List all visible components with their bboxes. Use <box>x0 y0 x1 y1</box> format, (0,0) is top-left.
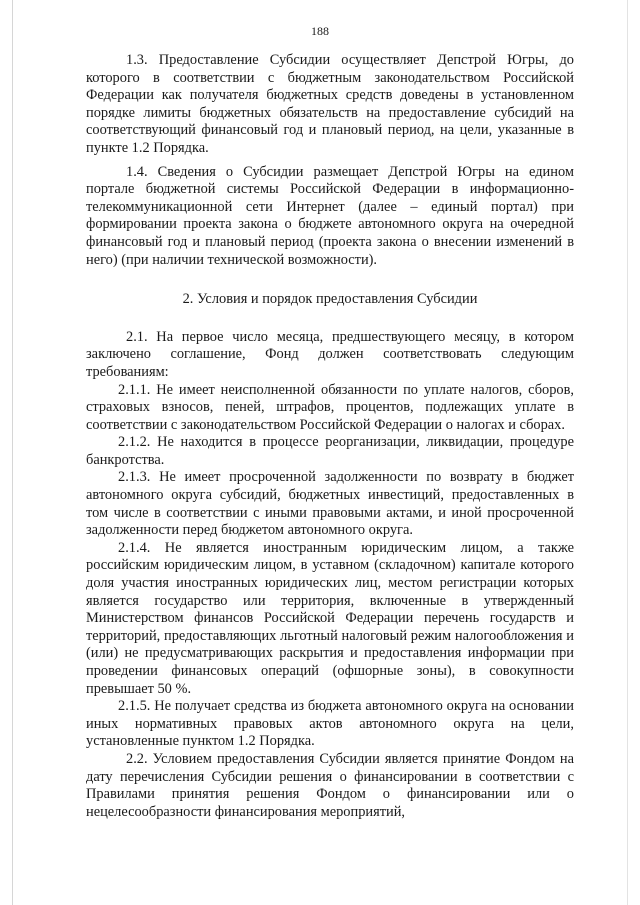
paragraph-2-2: 2.2. Условием предоставления Субсидии является принятие Фондом на дату перечисления Субсидии решения о финансировании в соответствии с Правилами принятия решения Фондом о финансировании или о нецелесообразности финансирования мероприятий, <box>86 750 574 820</box>
scan-edge-right <box>627 0 628 905</box>
paragraph-2-1-1: 2.1.1. Не имеет неисполненной обязанности по уплате налогов, сборов, страховых взносов, пеней, штрафов, процентов, подлежащих уплате в соответствии с законодательством Российской Федерации о налогах и сборах. <box>86 381 574 433</box>
paragraph-2-1-2: 2.1.2. Не находится в процессе реорганизации, ликвидации, процедуре банкротства. <box>86 434 574 468</box>
paragraph-1-4: 1.4. Сведения о Субсидии размещает Депстрой Югры на едином портале бюджетной системы Российской Федерации в информационно-телекоммуникационной сети Интернет (далее – единый портал) при формировании проекта закона о бюджете автономного округа на очередной финансовый год и плановый период (проекта закона о внесении изменений в него) (при наличии технической возможности). <box>86 163 574 268</box>
paragraph-1-3: 1.3. Предоставление Субсидии осуществляет Депстрой Югры, до которого в соответствии с бюджетным законодательством Российской Федерации как получателя бюджетных средств доведены в установленном порядке лимиты бюджетных обязательств на предоставление субсидий на соответствующий финансовый год и плановый период, на цели, указанные в пункте 1.2 Порядка. <box>86 52 574 156</box>
section-title: 2. Условия и порядок предоставления Субсидии <box>182 291 478 308</box>
scan-edge-left <box>12 0 13 905</box>
document-body <box>86 52 574 821</box>
paragraph-2-1-4: 2.1.4. Не является иностранным юридическим лицом, а также российским юридическим лицом, в уставном (складочном) капитале которого доля участия иностранных юридических лиц, местом регистрации которых является государство или территория, включенные в утвержденный Министерством финансов Российской Федерации перечень государств и территорий, предоставляющих льготный налоговый режим налогообложения и (или) не предусматривающих раскрытия и предоставления информации при проведении финансовых операций (офшорные зоны), в совокупности превышает 50 %. <box>86 539 574 697</box>
paragraph-2-1: 2.1. На первое число месяца, предшествующего месяцу, в котором заключено соглашение, Фонд должен соответствовать следующим требованиям: <box>86 328 574 380</box>
paragraph-2-1-5: 2.1.5. Не получает средства из бюджета автономного округа на основании иных нормативных правовых актов автономного округа на цели, установленные пунктом 1.2 Порядка. <box>86 698 574 750</box>
page-number: 188 <box>311 24 329 38</box>
paragraph-2-1-3: 2.1.3. Не имеет просроченной задолженности по возврату в бюджет автономного округа субсидий, бюджетных инвестиций, предоставленных в том числе в соответствии с иными правовыми актами, и иной просроченной задолженности перед бюджетом автономного округа. <box>86 469 574 539</box>
